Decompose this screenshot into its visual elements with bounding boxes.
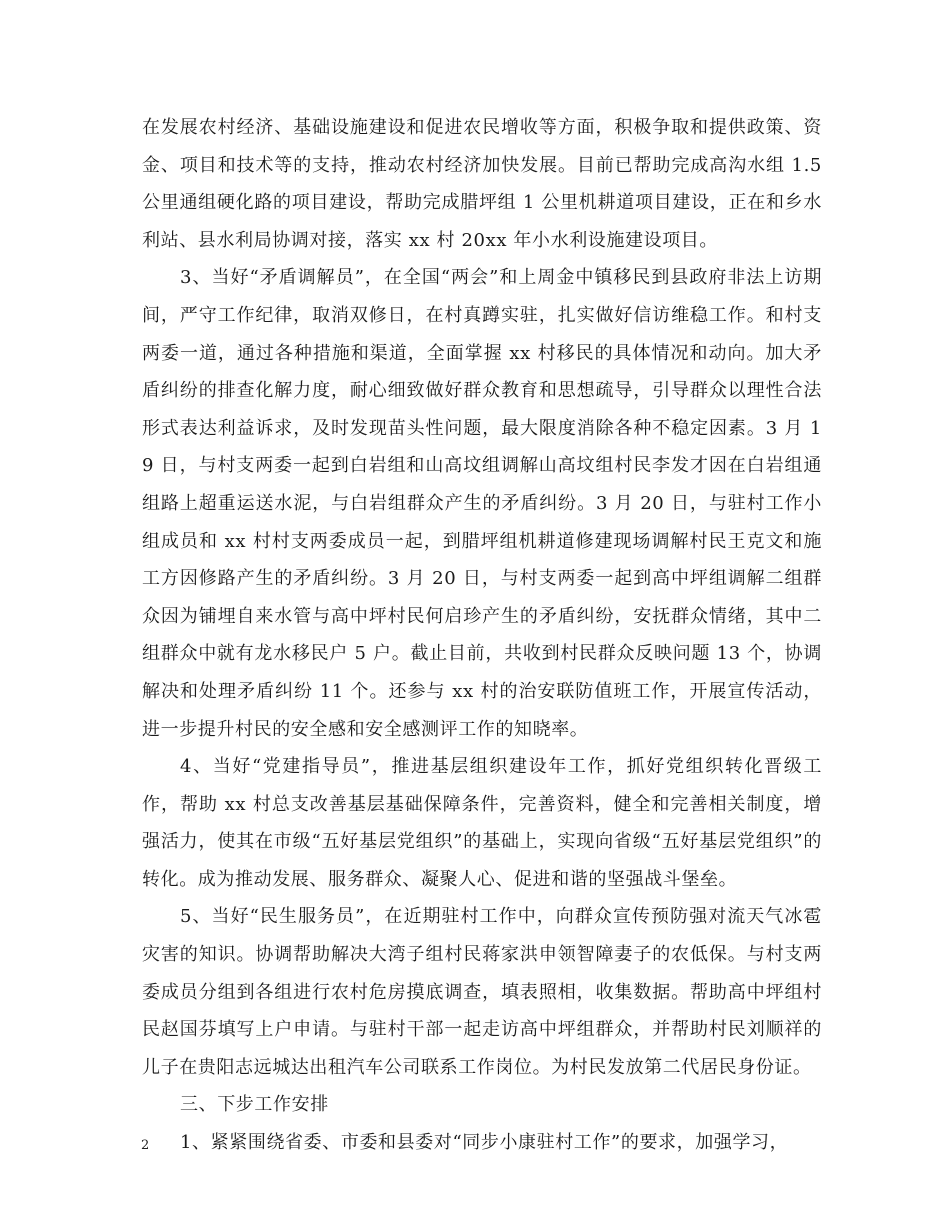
section-heading-next-steps: 三、下步工作安排 — [180, 1094, 329, 1116]
paragraph-1: 在发展农村经济、基础设施建设和促进农民增收等方面，积极争取和提供政策、资金、项目和技术等的支持，推动农村经济加快发展。目前已帮助完成高沟水组 1.5 公里通组硬化路的项目建设，帮助完成腊坪组 1 公里机耕道项目建设，正在和乡水利站、县水利局协调对接，落实 xx 村 20xx 年小水利设施建设项目。 — [142, 117, 822, 251]
paragraph-3: 4、当好“党建指导员”，推进基层组织建设年工作，抓好党组织转化晋级工作，帮助 xx 村总支改善基层基础保障条件，完善资料，健全和完善相关制度，增强活力，使其在市级“五好基层党组织”的基础上，实现向省级“五好基层党组织”的转化。成为推动发展、服务群众、凝聚人心、促进和谐的坚强战斗堡垒。 — [142, 756, 822, 890]
page-number: 2 — [141, 1138, 150, 1153]
paragraph-6: 1、紧紧围绕省委、市委和县委对“同步小康驻村工作”的要求，加强学习， — [180, 1132, 789, 1154]
paragraph-4: 5、当好“民生服务员”，在近期驻村工作中，向群众宣传预防强对流天气冰雹灾害的知识。协调帮助解决大湾子组村民蒋家洪申领智障妻子的农低保。与村支两委成员分组到各组进行农村危房摸底调查，填表照相，收集数据。帮助高中坪组村民赵国芬填写上户申请。与驻村干部一起走访高中坪组群众，并帮助村民刘顺祥的儿子在贵阳志远城达出租汽车公司联系工作岗位。为村民发放第二代居民身份证。 — [142, 906, 822, 1078]
document-body — [142, 109, 822, 1162]
paragraph-2: 3、当好“矛盾调解员”，在全国“两会”和上周金中镇移民到县政府非法上访期间，严守工作纪律，取消双修日，在村真蹲实驻，扎实做好信访维稳工作。和村支两委一道，通过各种措施和渠道，全面掌握 xx 村移民的具体情况和动向。加大矛盾纠纷的排查化解力度，耐心细致做好群众教育和思想疏导，引导群众以理性合法形式表达利益诉求，及时发现苗头性问题，最大限度消除各种不稳定因素。3 月 19 日，与村支两委一起到白岩组和山高坟组调解山高坟组村民李发才因在白岩组通组路上超重运送水泥，与白岩组群众产生的矛盾纠纷。3 月 20 日，与驻村工作小组成员和 xx 村村支两委成员一起，到腊坪组机耕道修建现场调解村民王克文和施工方因修路产生的矛盾纠纷。3 月 20 日，与村支两委一起到高中坪组调解二组群众因为铺埋自来水管与高中坪村民何启珍产生的矛盾纠纷，安抚群众情绪，其中二组群众中就有龙水移民户 5 户。截止目前，共收到村民群众反映问题 13 个，协调解决和处理矛盾纠纷 11 个。还参与 xx 村的治安联防值班工作，开展宣传活动，进一步提升村民的安全感和安全感测评工作的知晓率。 — [142, 267, 822, 740]
